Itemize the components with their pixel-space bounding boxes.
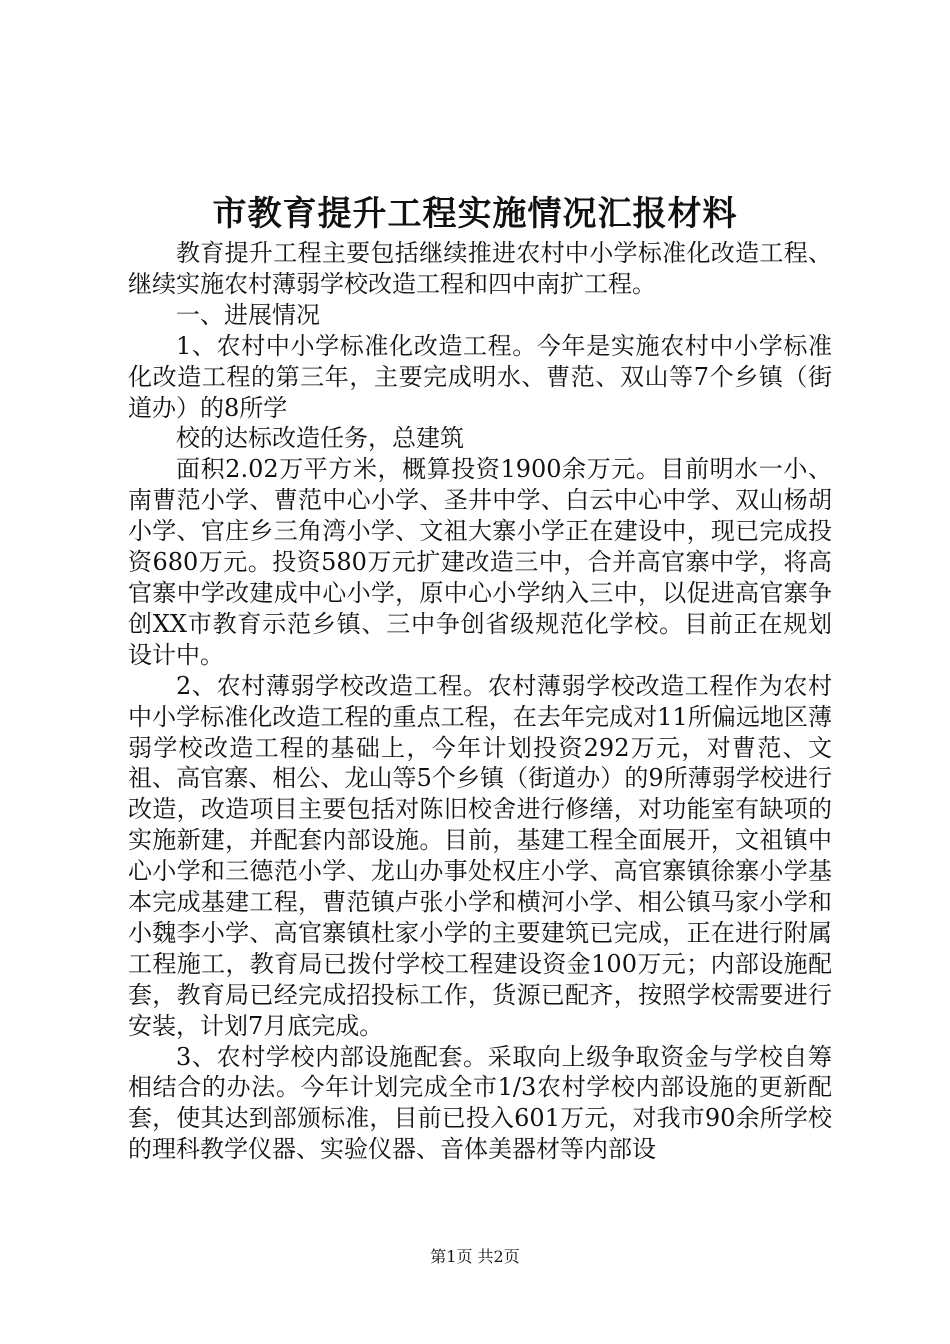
paragraph-1-continued: 校的达标改造任务，总建筑 xyxy=(176,424,464,453)
paragraph-3: 3、农村学校内部设施配套。采取向上级争取资金与学校自筹相结合的办法。今年计划完成全市1/3农村学校内部设施的更新配套，使其达到部颁标准，目前已投入601万元，对我市90余所学校的理科教学仪器、实验仪器、音体美器材等内部设 xyxy=(128,1042,832,1164)
document-body xyxy=(128,238,832,1165)
page-footer: 第1页 共2页 xyxy=(430,1247,520,1266)
paragraph-2: 2、农村薄弱学校改造工程。农村薄弱学校改造工程作为农村中小学标准化改造工程的重点工程，在去年完成对11所偏远地区薄弱学校改造工程的基础上，今年计划投资292万元，对曹范、文祖、高官寨、相公、龙山等5个乡镇（街道办）的9所薄弱学校进行改造，改造项目主要包括对陈旧校舍进行修缮，对功能室有缺项的实施新建，并配套内部设施。目前，基建工程全面展开，文祖镇中心小学和三德范小学、龙山办事处权庄小学、高官寨镇徐寨小学基本完成基建工程，曹范镇卢张小学和横河小学、相公镇马家小学和小魏李小学、高官寨镇杜家小学的主要建筑已完成，正在进行附属工程施工，教育局已拨付学校工程建设资金100万元；内部设施配套，教育局已经完成招投标工作，货源已配齐，按照学校需要进行安装，计划7月底完成。 xyxy=(128,671,832,1040)
paragraph-1-details: 面积2.02万平方米，概算投资1900余万元。目前明水一小、南曹范小学、曹范中心小学、圣井中学、白云中心中学、双山杨胡小学、官庄乡三角湾小学、文祖大寨小学正在建设中，现已完成投资680万元。投资580万元扩建改造三中，合并高官寨中学，将高官寨中学改建成中心小学，原中心小学纳入三中，以促进高官寨争创XX市教育示范乡镇、三中争创省级规范化学校。目前正在规划设计中。 xyxy=(128,455,832,669)
document-title: 市教育提升工程实施情况汇报材料 xyxy=(212,194,738,234)
section-heading: 一、进展情况 xyxy=(176,300,320,329)
paragraph-1: 1、农村中小学标准化改造工程。今年是实施农村中小学标准化改造工程的第三年，主要完成明水、曹范、双山等7个乡镇（街道办）的8所学 xyxy=(128,331,832,422)
intro-paragraph: 教育提升工程主要包括继续推进农村中小学标准化改造工程、继续实施农村薄弱学校改造工程和四中南扩工程。 xyxy=(128,239,832,298)
